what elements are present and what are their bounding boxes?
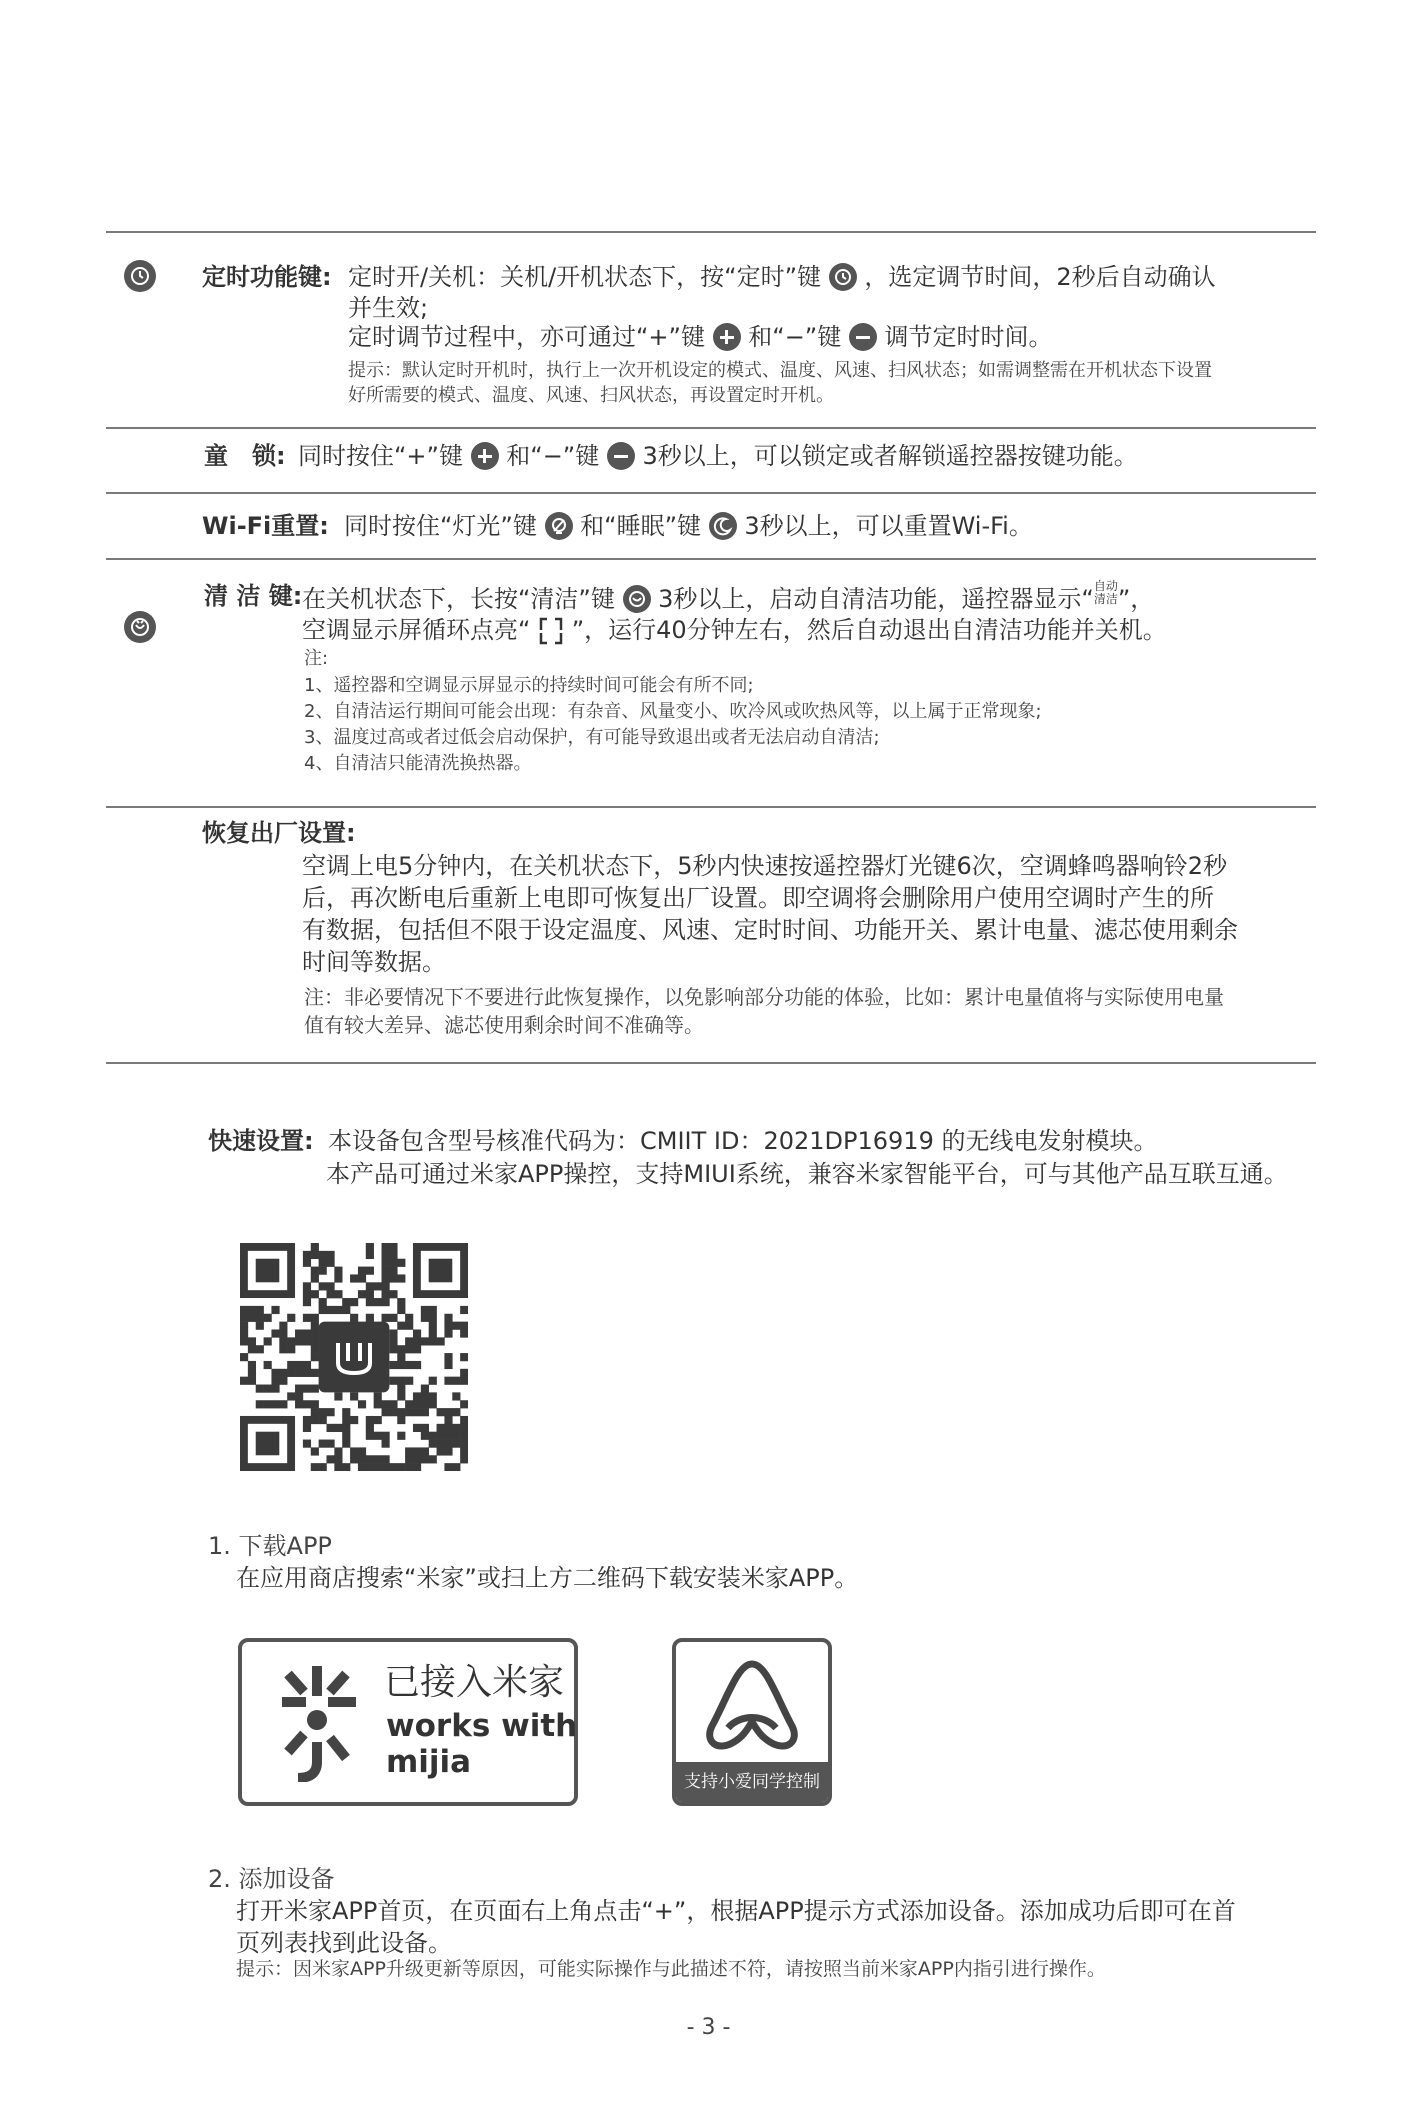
qr-center-logo-icon [319, 1322, 390, 1393]
divider-1 [106, 427, 1316, 429]
divider-3 [106, 558, 1316, 560]
quick-setup-line-2: 本产品可通过米家APP操控，支持MIUI系统，兼容米家智能平台，可与其他产品互联互通。 [326, 1160, 1288, 1188]
step2-line-2: 页列表找到此设备。 [236, 1929, 452, 1957]
factory-reset-line-1: 空调上电5分钟内，在关机状态下，5秒内快速按遥控器灯光键6次，空调蜂鸣器响铃2秒 [302, 852, 1228, 880]
works-with-mijia-badge [238, 1638, 578, 1806]
qr-code[interactable] [240, 1243, 468, 1471]
timer-line-2: 并生效; [348, 294, 429, 322]
clean-note-4: 4、自清洁只能清洗换热器。 [304, 753, 532, 774]
light-icon [545, 512, 573, 540]
clean-note-title: 注: [304, 648, 329, 669]
divider-2 [106, 492, 1316, 494]
quick-setup-line-1: 本设备包含型号核准代码为：CMIIT ID：2021DP16919 的无线电发射模块。 [328, 1127, 1158, 1155]
clean-note-2: 2、自清洁运行期间可能会出现：有杂音、风量变小、吹冷风或吹热风等，以上属于正常现象; [304, 701, 1042, 722]
factory-reset-note-2: 值有较大差异、滤芯使用剩余时间不准确等。 [304, 1013, 704, 1037]
plus-icon [713, 323, 741, 351]
wifi-reset-key-label: Wi-Fi重置: [202, 512, 329, 540]
clean-note-3: 3、温度过高或者过低会启动保护，有可能导致退出或者无法启动自清洁; [304, 727, 880, 748]
factory-reset-line-4: 时间等数据。 [302, 948, 446, 976]
step2-line-1: 打开米家APP首页，在页面右上角点击“+”，根据APP提示方式添加设备。添加成功后即可在首 [236, 1897, 1236, 1925]
clean-icon [124, 611, 156, 643]
display-loop-icon [538, 616, 564, 646]
step2-tip: 提示：因米家APP升级更新等原因，可能实际操作与此描述不符，请按照当前米家APP内指引进行操作。 [236, 1958, 1106, 1980]
timer-key-label: 定时功能键: [202, 263, 332, 291]
xiaoai-logo-icon [698, 1656, 806, 1756]
step1-title: 1. 下载APP [208, 1532, 332, 1560]
wifi-reset-text: 同时按住“灯光”键 和“睡眠”键 3秒以上，可以重置Wi-Fi。 [344, 512, 1033, 540]
clean-line-1: 在关机状态下，长按“清洁”键 3秒以上，启动自清洁功能，遥控器显示“自动 清洁”， [302, 579, 1155, 613]
minus-icon [849, 323, 877, 351]
clean-note-1: 1、遥控器和空调显示屏显示的持续时间可能会有所不同; [304, 675, 754, 696]
moon-icon [709, 512, 737, 540]
plus-icon [471, 442, 499, 470]
step2-title: 2. 添加设备 [208, 1865, 335, 1893]
quick-setup-key-label: 快速设置: [208, 1127, 314, 1155]
mijia-badge-en-1: works with [386, 1708, 578, 1744]
factory-reset-title: 恢复出厂设置: [202, 819, 356, 847]
remote-display-text: 自动 清洁 [1093, 579, 1118, 606]
clean-icon [623, 585, 651, 613]
timer-line-3: 定时调节过程中，亦可通过“+”键 和“−”键 调节定时时间。 [348, 323, 1053, 351]
factory-reset-line-2: 后，再次断电后重新上电即可恢复出厂设置。即空调将会删除用户使用空调时产生的所 [302, 884, 1214, 912]
minus-icon [607, 442, 635, 470]
xiaoai-badge-label-bar [676, 1762, 828, 1802]
timer-tip-1: 提示：默认定时开机时，执行上一次开机设定的模式、温度、风速、扫风状态；如需调整需在开机状态下设置 [348, 360, 1212, 381]
page-number: - 3 - [686, 2015, 731, 2040]
child-lock-text: 同时按住“+”键 和“−”键 3秒以上，可以锁定或者解锁遥控器按键功能。 [298, 442, 1138, 470]
clean-line-2: 空调显示屏循环点亮“ ”，运行40分钟左右，然后自动退出自清洁功能并关机。 [302, 616, 1167, 644]
xiaoai-badge [672, 1638, 832, 1806]
factory-reset-line-3: 有数据，包括但不限于设定温度、风速、定时时间、功能开关、累计电量、滤芯使用剩余 [302, 916, 1238, 944]
xiaoai-badge-label: 支持小爱同学控制 [684, 1772, 820, 1792]
factory-reset-note-1: 注：非必要情况下不要进行此恢复操作，以免影响部分功能的体验，比如：累计电量值将与实际使用电量 [304, 985, 1224, 1009]
timer-line-1: 定时开/关机：关机/开机状态下，按“定时”键 ，选定调节时间，2秒后自动确认 [348, 263, 1216, 291]
divider-4 [106, 806, 1316, 808]
mijia-badge-cn: 已接入米家 [384, 1662, 565, 1703]
step1-desc: 在应用商店搜索“米家”或扫上方二维码下载安装米家APP。 [236, 1564, 859, 1592]
mijia-logo-icon [262, 1662, 372, 1782]
divider-5 [106, 1062, 1316, 1064]
child-lock-key-label: 童 锁: [204, 442, 286, 470]
timer-section [0, 0, 1417, 406]
timer-tip-2: 好所需要的模式、温度、风速、扫风状态，再设置定时开机。 [348, 385, 834, 406]
clean-key-label: 清 洁 键: [204, 582, 303, 610]
divider-top [106, 231, 1316, 233]
clock-icon [124, 260, 156, 292]
clock-icon [829, 263, 857, 291]
mijia-badge-en-2: mijia [386, 1744, 472, 1780]
